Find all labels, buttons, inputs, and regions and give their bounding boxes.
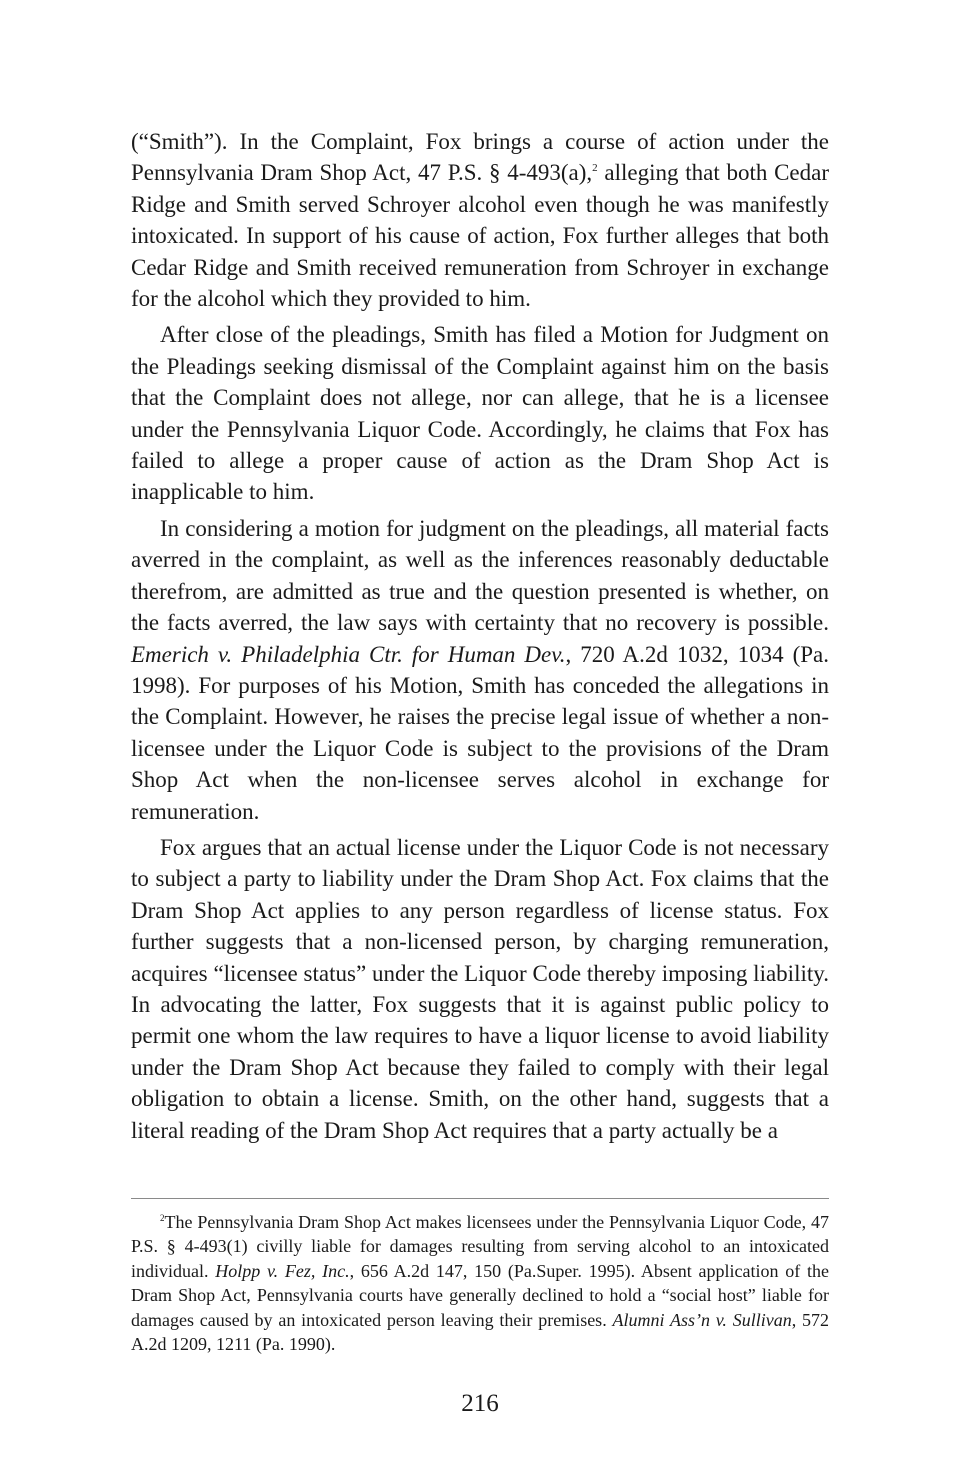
paragraph-1-text-a: (“Smith”). In the Complaint, Fox brings a course of action under the Pennsylvania Dram Shop Act, 47 P.S. § 4-493(a), — [131, 129, 829, 186]
paragraph-3-text-a: In considering a motion for judgment on the pleadings, all material facts averred in the complaint, as well as the inferences reasonably deductable therefrom, are admitted as true and the question presented is whether, on the facts averred, the law says with certainty that no recovery is possible. — [131, 515, 829, 636]
footnote-citation-1: Holpp v. Fez, Inc. — [215, 1260, 350, 1281]
footnote-text-c: , 572 A.2d 1209, 1211 (Pa. 1990). — [131, 1309, 829, 1355]
body-text — [131, 126, 829, 1151]
footnote-reference: 2 — [592, 162, 598, 175]
paragraph-2: After close of the pleadings, Smith has filed a Motion for Judgment on the Pleadings seeking dismissal of the Complaint against him on the basis that the Complaint does not allege, nor can allege, that he is a licensee under the Pennsylvania Liquor Code. Accordingly, he claims that Fox has failed to allege a proper cause of action as the Dram Shop Act is inapplicable to him. — [131, 322, 829, 505]
footnote-marker: 2 — [160, 1213, 165, 1223]
case-citation: Emerich v. Philadelphia Ctr. for Human Dev. — [131, 641, 566, 667]
footnote-text-b: , 656 A.2d 147, 150 (Pa.Super. 1995). Absent application of the Dram Shop Act, Pennsylvania courts have generally declined to hold a “social host” liable for damages caused by an intoxicated person leaving their premises. — [131, 1260, 829, 1330]
paragraph-3-text-b: , 720 A.2d 1032, 1034 (Pa. 1998). For purposes of his Motion, Smith has conceded the allegations in the Complaint. However, he raises the precise legal issue of whether a non-licensee under the Liquor Code is subject to the provisions of the Dram Shop Act when the non-licensee serves alcohol in exchange for remuneration. — [131, 641, 829, 824]
page-number: 216 — [461, 1390, 499, 1417]
paragraph-3 — [131, 513, 829, 827]
footnote-citation-2: Alumni Ass’n v. Sullivan — [612, 1309, 792, 1330]
footnote-text-a: The Pennsylvania Dram Shop Act makes licensees under the Pennsylvania Liquor Code, 47 P.S. § 4-493(1) civilly liable for damages resulting from serving alcohol to an intoxicated individual. — [131, 1212, 829, 1281]
footnote — [131, 1210, 829, 1356]
footnote-divider — [131, 1198, 829, 1199]
paragraph-1-text-b: alleging that both Cedar Ridge and Smith served Schroyer alcohol even though he was manifestly intoxicated. In support of his cause of action, Fox further alleges that both Cedar Ridge and Smith received remuneration from Schroyer in exchange for the alcohol which they provided to him. — [131, 160, 829, 312]
paragraph-4: Fox argues that an actual license under the Liquor Code is not necessary to subject a party to liability under the Dram Shop Act. Fox claims that the Dram Shop Act applies to any person regardless of license status. Fox further suggests that a non-licensed person, by charging remuneration, acquires “licensee status” under the Liquor Code thereby imposing liability. In advocating the latter, Fox suggests that it is against public policy to permit one whom the law requires to have a liquor license to avoid liability under the Dram Shop Act because they failed to comply with their legal obligation to obtain a license. Smith, on the other hand, suggests that a literal reading of the Dram Shop Act requires that a party actually be a — [131, 834, 829, 1143]
paragraph-1 — [131, 126, 829, 314]
